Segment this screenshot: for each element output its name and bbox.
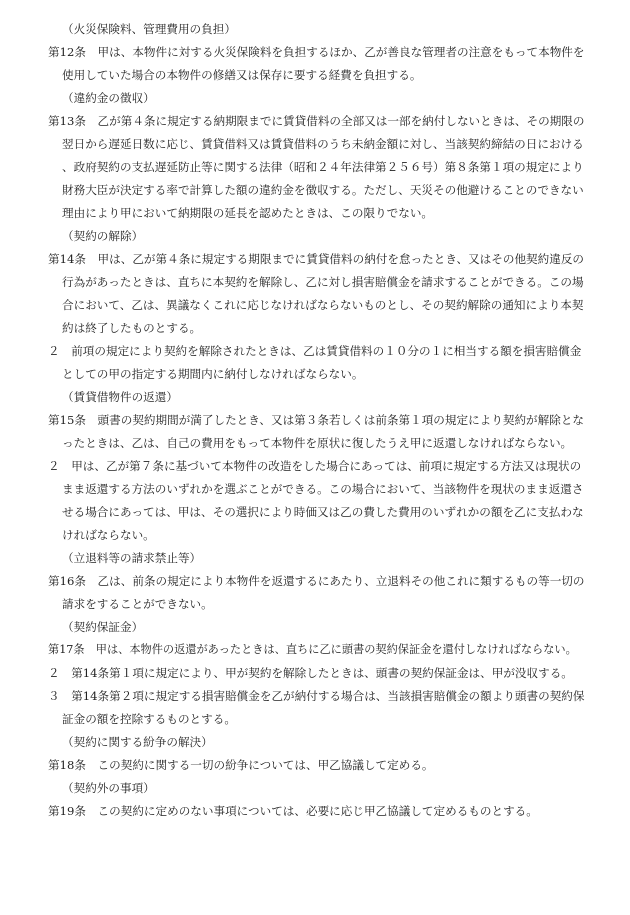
article-19-line-1: 第19条 この契約に定めのない事項については、必要に応じ甲乙協議して定めるものとする。 <box>48 804 538 818</box>
article-13-line-2: 翌日から遅延日数に応じ、賃貸借料又は賃貸借料のうち未納金額に対し、当該契約締結の日における <box>62 137 584 151</box>
article-13-line-1: 第13条 乙が第４条に規定する納期限までに賃貸借料の全部又は一部を納付しないときは、その期限の <box>48 114 585 128</box>
article-16-line-2: 請求をすることができない。 <box>62 597 213 611</box>
heading-return-of-property: （賃貸借物件の返還） <box>62 390 178 404</box>
heading-termination: （契約の解除） <box>62 229 144 243</box>
article-14-para-2-line-2: としての甲の指定する期間内に納付しなければならない。 <box>62 367 364 381</box>
article-17-line-1: 第17条 甲は、本物件の返還があったときは、直ちに乙に頭書の契約保証金を還付しなければならない。 <box>48 643 577 656</box>
article-15-line-2: ったときは、乙は、自己の費用をもって本物件を原状に復したうえ甲に返還しなければならない。 <box>62 436 573 450</box>
article-16-line-1: 第16条 乙は、前条の規定により本物件を返還するにあたり、立退料その他これに類するもの等一切の <box>48 574 585 588</box>
article-13-line-3: 、政府契約の支払遅延防止等に関する法律（昭和２４年法律第２５６号）第８条第１項の規定により <box>62 160 584 174</box>
article-17-para-3-line-2: 証金の額を控除するものとする。 <box>62 712 236 726</box>
article-18-line-1: 第18条 この契約に関する一切の紛争については、甲乙協議して定める。 <box>48 758 434 772</box>
article-15-para-2-line-3: せる場合にあっては、甲は、その選択により時価又は乙の費した費用のいずれかの額を乙に支払わな <box>62 505 584 519</box>
article-14-line-1: 第14条 甲は、乙が第４条に規定する期限までに賃貸借料の納付を怠ったとき、又はその他契約違反の <box>48 252 585 266</box>
article-14-line-2: 行為があったときは、直ちに本契約を解除し、乙に対し損害賠償金を請求することができる。この場 <box>62 275 584 289</box>
article-17-para-3-line-1: ３ 第14条第２項に規定する損害賠償金を乙が納付する場合は、当該損害賠償金の額より頭書の契約保 <box>48 689 585 703</box>
heading-fire-insurance: （火災保険料、管理費用の負担） <box>62 22 236 36</box>
article-12-line-2: 使用していた場合の本物件の修繕又は保存に要する経費を負担する。 <box>62 68 422 82</box>
article-12-line-1: 第12条 甲は、本物件に対する火災保険料を負担するほか、乙が善良な管理者の注意をもって本物件を <box>48 45 585 59</box>
article-13-line-4: 財務大臣が決定する率で計算した額の違約金を徴収する。ただし、天災その他避けることのできない <box>62 183 584 197</box>
heading-other-matters: （契約外の事項） <box>62 781 155 795</box>
article-14-line-3: 合において、乙は、異議なくこれに応じなければならないものとし、その契約解除の通知により本契 <box>62 298 584 312</box>
article-15-para-2-line-4: ければならない。 <box>62 528 155 542</box>
article-15-para-2-line-2: まま返還する方法のいずれかを選ぶことができる。この場合において、当該物件を現状のまま返還さ <box>62 482 584 496</box>
article-15-para-2-line-1: ２ 甲は、乙が第７条に基づいて本物件の改造をした場合にあっては、前項に規定する方法又は現状の <box>48 459 582 473</box>
article-14-line-4: 約は終了したものとする。 <box>62 321 202 335</box>
article-15-line-1: 第15条 頭書の契約期間が満了したとき、又は第３条若しくは前条第１項の規定により契約が解除とな <box>48 413 585 427</box>
article-17-para-2: ２ 第14条第１項に規定により、甲が契約を解除したときは、頭書の契約保証金は、甲が没収する。 <box>48 666 573 680</box>
heading-dispute: （契約に関する紛争の解決） <box>62 735 213 749</box>
article-13-line-5: 理由により甲において納期限の延長を認めたときは、この限りでない。 <box>62 206 434 220</box>
heading-deposit: （契約保証金） <box>62 620 144 634</box>
heading-eviction-fee: （立退料等の請求禁止等） <box>62 551 202 565</box>
article-14-para-2-line-1: ２ 前項の規定により契約を解除されたときは、乙は賃貸借料の１０分の１に相当する額を損害賠償金 <box>48 344 582 358</box>
heading-penalty: （違約金の徴収） <box>62 91 155 105</box>
